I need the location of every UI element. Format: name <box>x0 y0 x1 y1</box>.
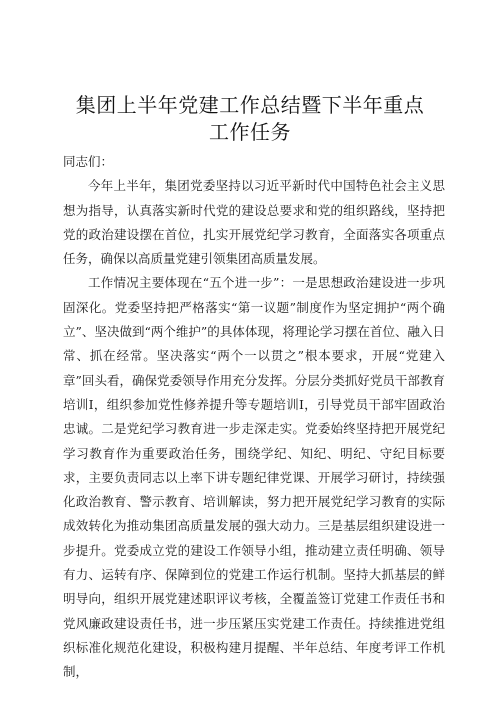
document-title: 集团上半年党建工作总结暨下半年重点工作任务 <box>75 93 425 144</box>
paragraph-intro: 今年上半年，集团党委坚持以习近平新时代中国特色社会主义思想为指导，认真落实新时代党的建设总要求和党的组织路线，坚持把党的政治建设摆在首位，扎实开展党纪学习教育，全面落实各项重点任务，确保以高质量党建引领集团高质量发展。 <box>63 178 445 267</box>
salutation: 同志们： <box>63 154 114 169</box>
paragraph-work-summary: 工作情况主要体现在“五个进一步”：一是思想政治建设进一步巩固深化。党委坚持把严格落实“第一议题”制度作为坚定拥护“两个确立”、坚决做到“两个维护”的具体体现，将理论学习摆在首位、融入日常、抓在经常。坚决落实“两个一以贯之”根本要求，开展“党建入章”回头看，确保党委领导作用充分发挥。分层分类抓好党员干部教育培训I，组织参加党性修养提升等专题培训I，引导党员干部牢固政治忠诚。二是党纪学习教育进一步走深走实。党委始终坚持把开展党纪学习教育作为重要政治任务，围绕学纪、知纪、明纪、守纪目标要求，主要负责同志以上率下讲专题纪律党课、开展学习研讨，持续强化政治教育、警示教育、培训解读，努力把开展党纪学习教育的实际成效转化为推动集团高质量发展的强大动力。三是基层组织建设进一步提升。党委成立党的建设工作领导小组，推动建立责任明确、领导有力、运转有序、保障到位的党建工作运行机制。坚持大抓基层的鲜明导向，组织开展党建述职评议考核，全覆盖签订党建工作责任书和党风廉政建设责任书，进一步压紧压实党建工作责任。持续推进党组织标准化规范化建设，积极构建月提醒、半年总结、年度考评工作机制， <box>63 275 445 680</box>
document-body <box>63 150 445 685</box>
